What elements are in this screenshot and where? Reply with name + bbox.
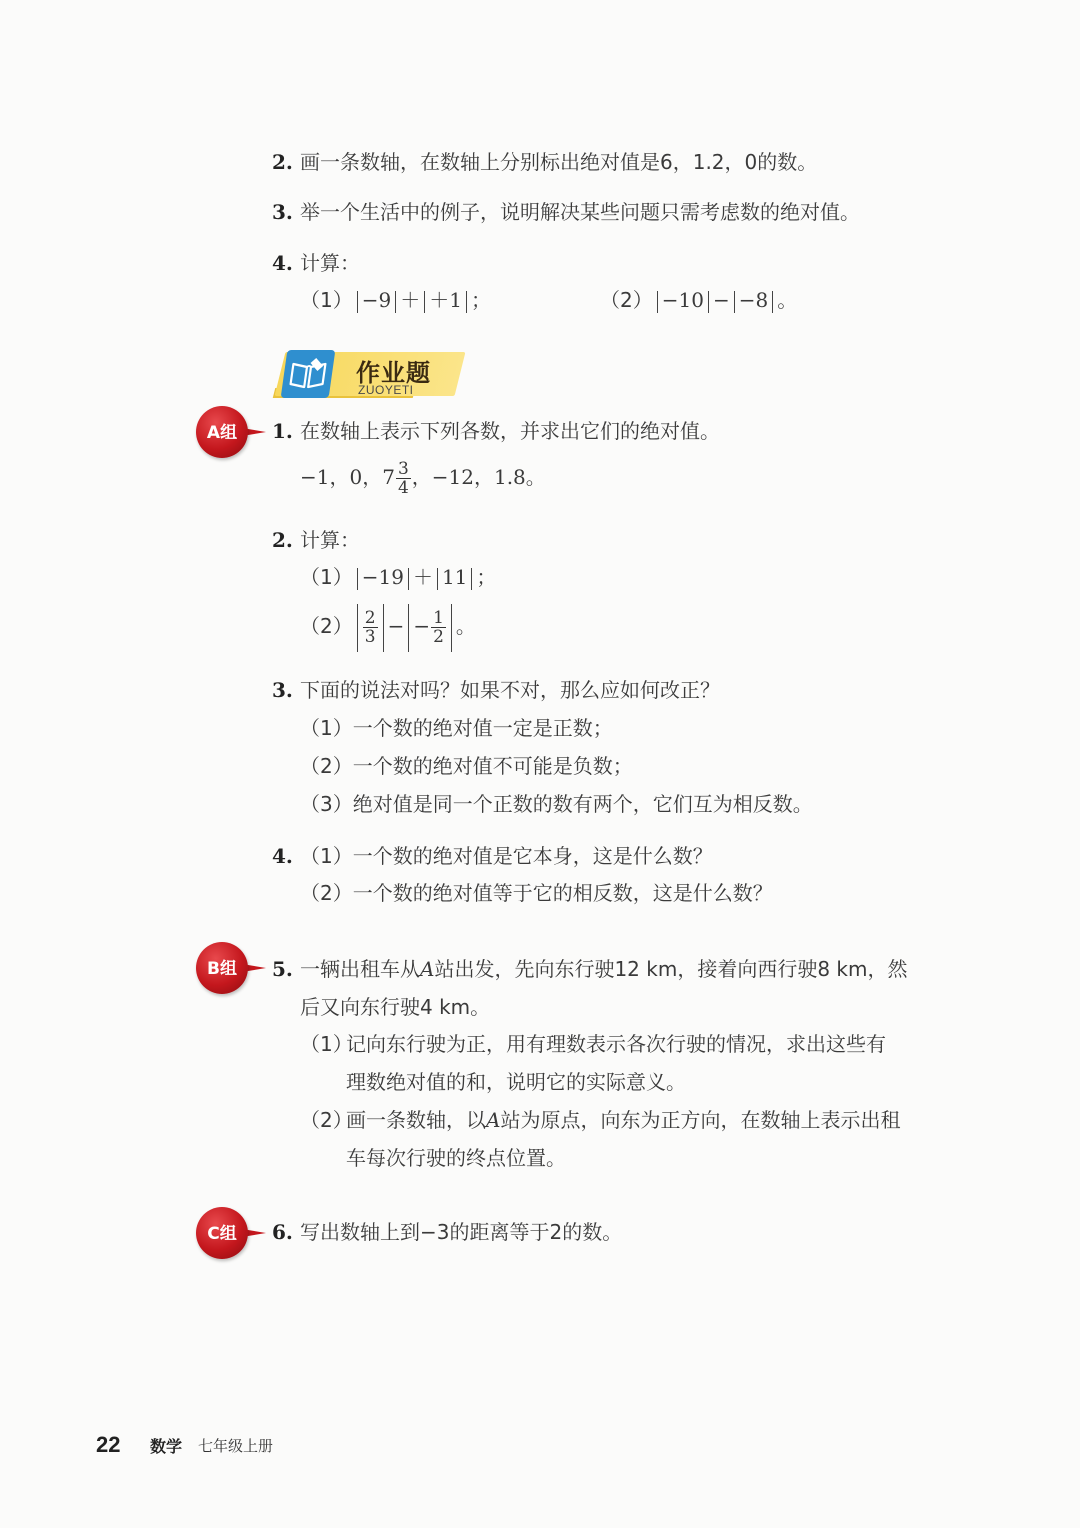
exercise-number: 3. (272, 678, 293, 702)
punctuation: 。 (455, 614, 476, 638)
book-title: 数学 (150, 1437, 183, 1456)
exercise-text: 下面的说法对吗？如果不对，那么应如何改正？ (300, 678, 720, 702)
value-list (300, 460, 546, 497)
math-operator: − (712, 288, 730, 312)
group-b-badge (196, 942, 272, 994)
exercise-number: 3. (272, 200, 293, 224)
sub-item-text: 记向东行驶为正，用有理数表示各次行驶的情况，求出这些有 (346, 1032, 886, 1056)
math-term: −8 (738, 288, 769, 312)
values-after: ，−12，1.8。 (411, 465, 546, 489)
badge-label: C组 (207, 1224, 237, 1244)
item-label: （2） (600, 288, 653, 312)
math-term: ＋1 (429, 288, 462, 312)
fraction-denominator: 4 (397, 478, 409, 498)
abs-bar (383, 604, 384, 652)
page-number: 22 (96, 1432, 121, 1457)
sub-item: （1）一个数的绝对值一定是正数； (300, 716, 613, 740)
exercise-text: 举一个生活中的例子，说明解决某些问题只需考虑数的绝对值。 (300, 200, 860, 224)
fraction-denominator: 3 (364, 627, 376, 647)
fraction-denominator: 2 (433, 627, 444, 647)
sub-item-text-continued: 理数绝对值的和，说明它的实际意义。 (346, 1070, 686, 1094)
group-a-badge (196, 406, 272, 458)
exercise-text: 在数轴上表示下列各数，并求出它们的绝对值。 (300, 419, 720, 443)
exercise-number: 4. (272, 251, 293, 275)
homework-banner (272, 350, 462, 398)
math-term: 11 (441, 565, 468, 589)
sub-item-text-continued: 车每次行驶的终点位置。 (346, 1146, 566, 1170)
math-term: −10 (661, 288, 704, 312)
values-before: −1，0，7 (300, 465, 395, 489)
punctuation: 。 (777, 288, 798, 312)
banner-subtitle: ZUOYETI (358, 383, 414, 397)
math-operator: − (387, 614, 405, 638)
exercise-text: 画一条数轴，在数轴上分别标出绝对值是6，1.2，0的数。 (300, 150, 818, 174)
item-label: （1） (300, 288, 353, 312)
math-term: −19 (361, 565, 404, 589)
badge-label: B组 (207, 959, 237, 979)
abs-bar (657, 291, 658, 313)
abs-bar (471, 568, 472, 590)
exercise-number: 6. (272, 1220, 293, 1244)
math-operator: ＋ (412, 565, 433, 589)
group-c-badge (196, 1207, 272, 1259)
sub-item: （2）一个数的绝对值等于它的相反数，这是什么数？ (300, 881, 773, 905)
open-book-icon (281, 350, 336, 398)
variable: A (486, 1108, 501, 1132)
calc-item-2 (300, 600, 476, 652)
sub-item: （2）一个数的绝对值不可能是负数； (300, 754, 633, 778)
abs-bar (734, 291, 735, 313)
exercise-number: 5. (272, 957, 293, 981)
badge-label: A组 (206, 423, 238, 443)
fraction (363, 609, 378, 646)
sub-item: （1）一个数的绝对值是它本身，这是什么数？ (300, 844, 713, 868)
exercise-text: 写出数轴上到−3的距离等于2的数。 (300, 1220, 623, 1244)
exercise-text: 计算： (300, 528, 360, 552)
abs-bar (357, 568, 358, 590)
math-operator: ＋ (400, 288, 421, 312)
fraction (431, 609, 446, 646)
calc-item-1 (300, 286, 491, 314)
item-label: （2） (300, 614, 353, 638)
grade-label: 七年级上册 (198, 1437, 274, 1455)
abs-bar (437, 568, 438, 590)
text-part: 站出发，先向东行驶12 km，接着向西行驶8 km，然 (434, 957, 908, 981)
fraction-numerator: 3 (397, 459, 409, 479)
math-term: −9 (361, 288, 392, 312)
abs-bar (357, 291, 358, 313)
abs-bar (708, 291, 709, 313)
sub-item: （3）绝对值是同一个正数的数有两个，它们互为相反数。 (300, 792, 813, 816)
abs-bar (424, 291, 425, 313)
item-label: （1） (300, 1032, 353, 1056)
item-label: （2） (300, 1108, 353, 1132)
exercise-number: 4. (272, 844, 293, 868)
exercise-number: 2. (272, 528, 293, 552)
abs-bar (451, 604, 452, 652)
text-part: 一辆出租车从 (300, 957, 420, 981)
exercise-number: 1. (272, 419, 293, 443)
fraction-numerator: 1 (433, 608, 444, 628)
abs-bar (395, 291, 396, 313)
fraction (396, 460, 411, 497)
calc-item-1 (300, 563, 496, 591)
abs-bar (408, 604, 409, 652)
abs-bar (772, 291, 773, 313)
punctuation: ； (476, 565, 497, 589)
exercise-number: 2. (272, 150, 293, 174)
text-part: 站为原点，向东为正方向，在数轴上表示出租 (500, 1108, 901, 1132)
calc-item-2 (600, 286, 797, 314)
exercise-text (300, 955, 907, 983)
fraction-numerator: 2 (364, 608, 376, 628)
punctuation: ； (470, 288, 491, 312)
variable: A (420, 957, 435, 981)
sub-item-text (346, 1106, 900, 1134)
abs-bar (357, 604, 358, 652)
math-sign: − (413, 614, 431, 638)
banner-title: 作业题 (356, 359, 431, 387)
exercise-text-continued: 后又向东行驶4 km。 (300, 995, 491, 1019)
item-label: （1） (300, 565, 353, 589)
exercise-text: 计算： (300, 251, 360, 275)
abs-bar (408, 568, 409, 590)
text-part: 画一条数轴，以 (346, 1108, 486, 1132)
abs-bar (466, 291, 467, 313)
